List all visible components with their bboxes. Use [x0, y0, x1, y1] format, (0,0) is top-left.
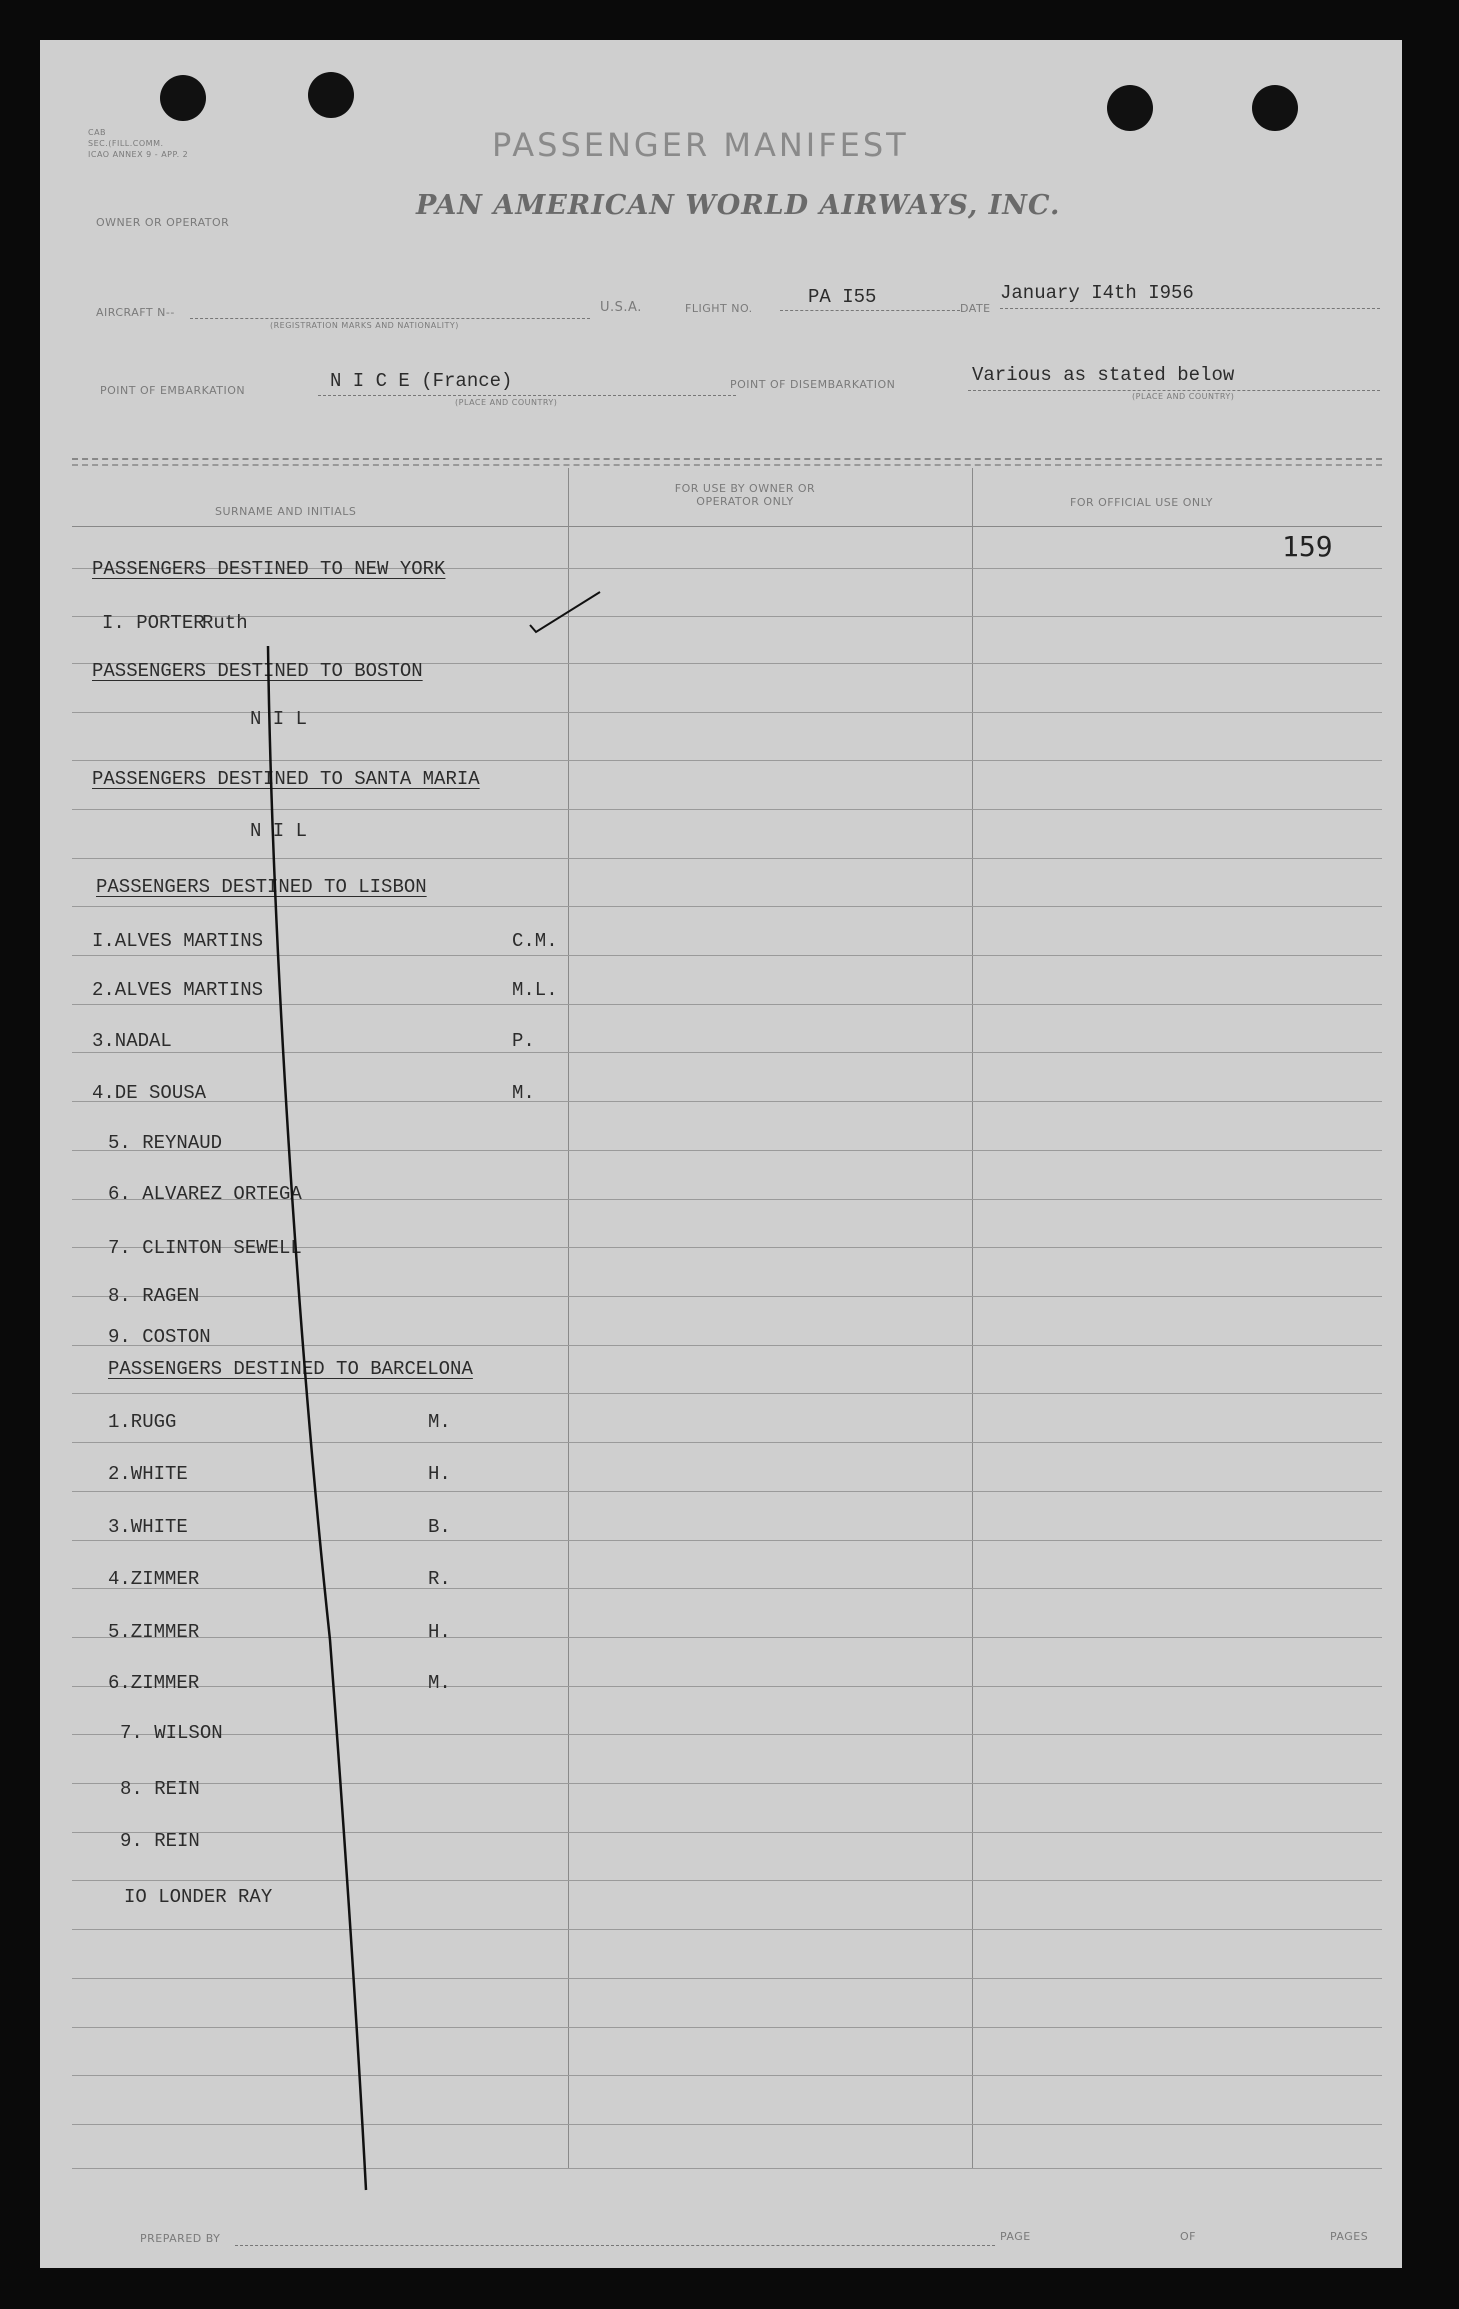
aircraft-sublabel: (REGISTRATION MARKS AND NATIONALITY) — [270, 321, 459, 330]
passenger-name: PASSENGERS DESTINED TO BARCELONA — [108, 1358, 473, 1380]
passenger-name: 8. REIN — [120, 1778, 200, 1800]
passenger-name: 4.ZIMMER — [108, 1568, 200, 1590]
regulation-line: CAB — [88, 128, 107, 137]
passenger-initials: H. — [428, 1463, 451, 1485]
embarkation-value: N I C E (France) — [330, 370, 513, 392]
flight-number: PA I55 — [808, 286, 877, 308]
pen-stroke — [268, 646, 366, 2190]
page-number-stamp: 159 — [1282, 530, 1333, 563]
passenger-name: 2.ALVES MARTINS — [92, 979, 264, 1001]
owner-label: OWNER OR OPERATOR — [96, 216, 230, 229]
passenger-name: 5.ZIMMER — [108, 1621, 200, 1643]
manifest-sheet — [40, 40, 1402, 2268]
passenger-name: 3.WHITE — [108, 1516, 188, 1538]
disembarkation-sublabel: (PLACE AND COUNTRY) — [1132, 392, 1235, 401]
passenger-name: 6.ZIMMER — [108, 1672, 200, 1694]
embarkation-label: POINT OF EMBARKATION — [100, 384, 246, 397]
date-label: DATE — [960, 302, 991, 315]
passenger-name: PASSENGERS DESTINED TO SANTA MARIA — [92, 768, 480, 790]
passenger-initials: M. — [512, 1082, 535, 1104]
passenger-name: 5. REYNAUD — [108, 1132, 223, 1154]
column-header-official: FOR OFFICIAL USE ONLY — [1070, 496, 1214, 509]
passenger-initials: B. — [428, 1516, 451, 1538]
passenger-name: I.ALVES MARTINS — [92, 930, 264, 952]
passenger-initials: Ruth — [202, 612, 248, 634]
page-label: PAGE — [1000, 2230, 1031, 2243]
column-header-owner-use: FOR USE BY OWNER OR OPERATOR ONLY — [674, 482, 816, 508]
passenger-name: 7. WILSON — [120, 1722, 223, 1744]
passenger-initials: H. — [428, 1621, 451, 1643]
passenger-name: PASSENGERS DESTINED TO LISBON — [96, 876, 427, 898]
passenger-name: N I L — [250, 708, 308, 730]
passenger-name: 9. COSTON — [108, 1326, 211, 1348]
check-mark — [530, 592, 600, 632]
passenger-initials: R. — [428, 1568, 451, 1590]
passenger-name: 3.NADAL — [92, 1030, 172, 1052]
prepared-by-label: PREPARED BY — [140, 2232, 221, 2245]
passenger-name: I. PORTER — [102, 612, 205, 634]
owner-value: PAN AMERICAN WORLD AIRWAYS, INC. — [416, 190, 1061, 221]
flight-date: January I4th I956 — [1000, 282, 1194, 304]
form-title: PASSENGER MANIFEST — [492, 126, 909, 164]
passenger-initials: C.M. — [512, 930, 558, 952]
flight-label: FLIGHT NO. — [685, 302, 753, 315]
prepared-by-line — [235, 2245, 995, 2246]
passenger-name: 2.WHITE — [108, 1463, 188, 1485]
aircraft-label: AIRCRAFT N-- — [96, 306, 175, 319]
passenger-name: N I L — [250, 820, 308, 842]
usa-label: U.S.A. — [600, 300, 642, 315]
passenger-name: PASSENGERS DESTINED TO NEW YORK — [92, 558, 446, 580]
passenger-name: 7. CLINTON SEWELL — [108, 1237, 302, 1259]
pen-marks — [40, 40, 1402, 2268]
passenger-initials: P. — [512, 1030, 535, 1052]
disembarkation-value: Various as stated below — [972, 364, 1235, 386]
passenger-name: 6. ALVAREZ ORTEGA — [108, 1183, 302, 1205]
of-label: OF — [1180, 2230, 1196, 2243]
embarkation-sublabel: (PLACE AND COUNTRY) — [455, 398, 558, 407]
passenger-name: 1.RUGG — [108, 1411, 177, 1433]
pages-label: PAGES — [1330, 2230, 1369, 2243]
regulation-line: SEC.(FILL.COMM. — [88, 139, 164, 148]
passenger-name: 8. RAGEN — [108, 1285, 200, 1307]
passenger-initials: M. — [428, 1672, 451, 1694]
disembarkation-label: POINT OF DISEMBARKATION — [730, 378, 896, 391]
passenger-name: IO LONDER RAY — [124, 1886, 273, 1908]
regulation-line: ICAO ANNEX 9 - APP. 2 — [88, 150, 189, 159]
column-header-surname: SURNAME AND INITIALS — [215, 505, 357, 518]
passenger-initials: M. — [428, 1411, 451, 1433]
passenger-name: 9. REIN — [120, 1830, 200, 1852]
passenger-name: 4.DE SOUSA — [92, 1082, 207, 1104]
passenger-initials: M.L. — [512, 979, 558, 1001]
passenger-name: PASSENGERS DESTINED TO BOSTON — [92, 660, 423, 682]
